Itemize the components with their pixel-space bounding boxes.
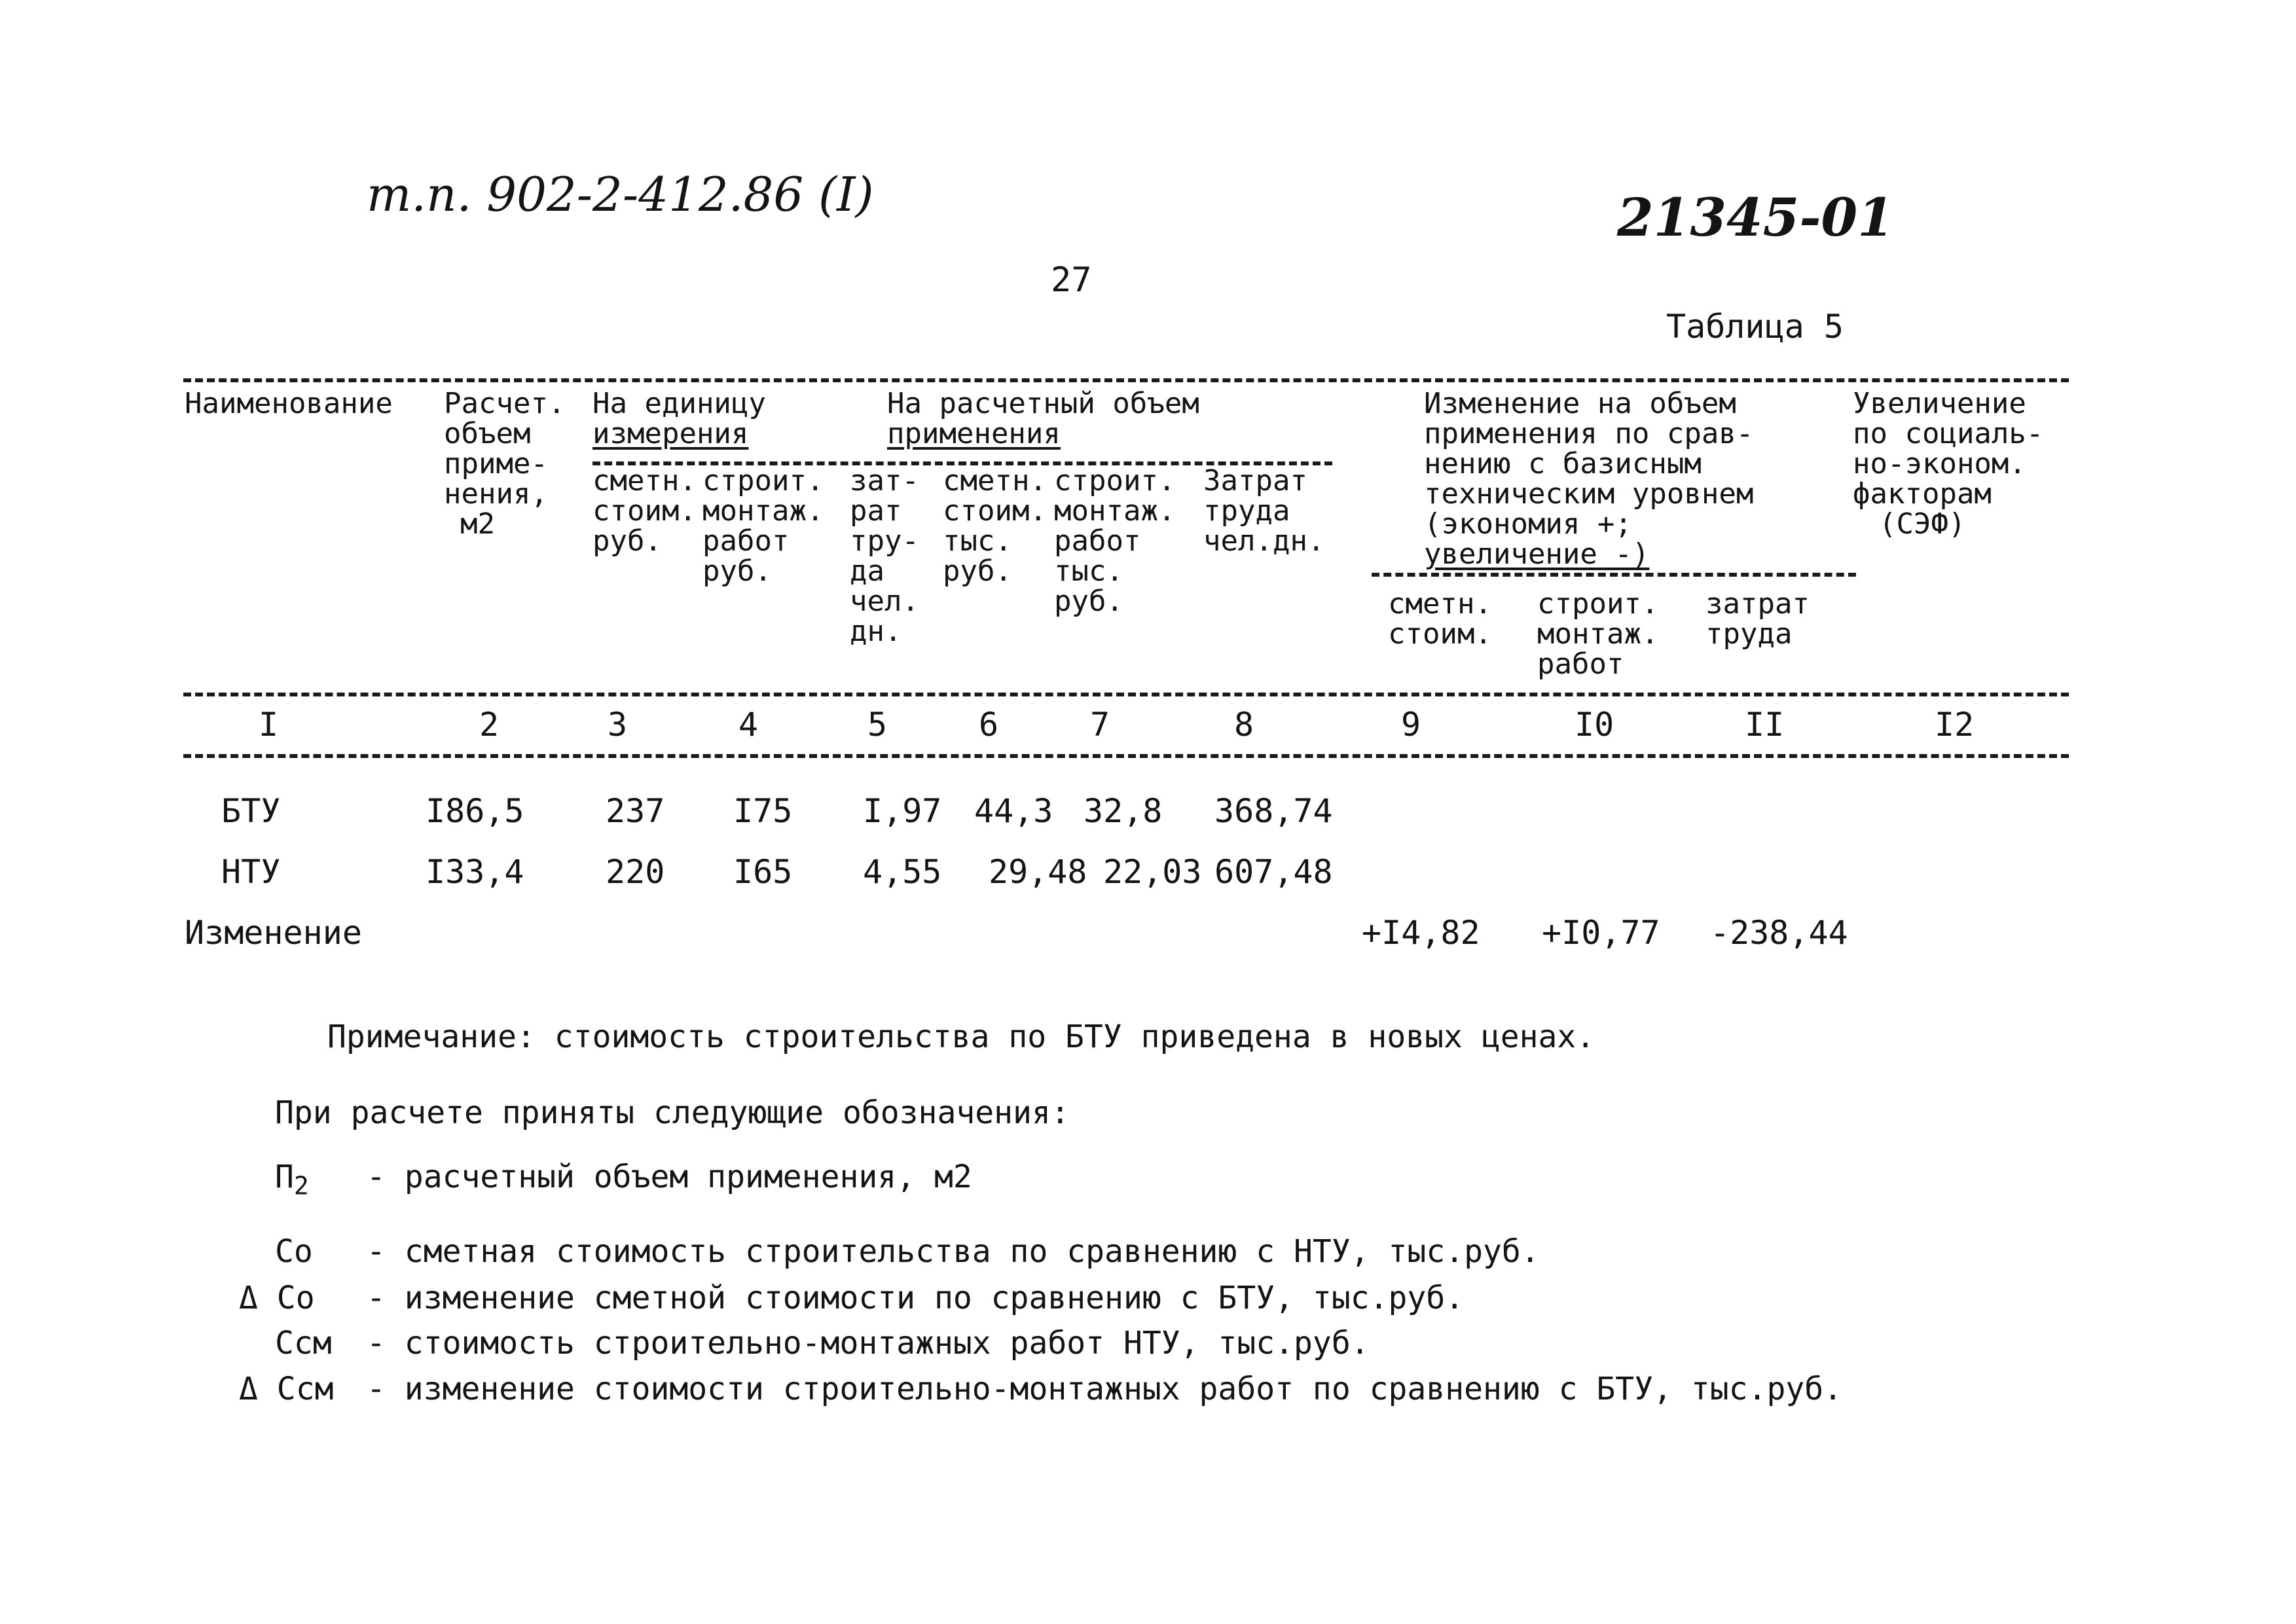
table-row-nty-volume: I33,4 [426,853,524,891]
table-row-bty-unit-works: I75 [733,792,793,830]
header-group-per-unit: На единицу измерения [592,387,766,450]
header-volume-estimated-cost: сметн. стоим. тыс. руб. [943,464,1047,588]
legend-desc-delta-co: - изменение сметной стоимости по сравнению с БТУ, тыс.руб. [367,1280,1465,1316]
table-row-bty-volume-works: 32,8 [1084,792,1163,830]
table-top-rule [183,378,2069,382]
table-row-nty-volume-works: 22,03 [1103,853,1202,891]
header-unit-estimated-cost: сметн. стоим. руб. [592,464,697,558]
note-text: Примечание: стоимость строительства по БТУ приведена в новых ценах. [327,1019,1595,1055]
column-number-1: I [259,706,279,744]
table-row-nty-volume-cost: 29,48 [989,853,1087,891]
numbering-bottom-rule [183,754,2069,758]
table-row-change-name: Изменение [185,914,362,952]
legend-symbol-co: Со [275,1233,313,1270]
table-row-bty-volume: I86,5 [426,792,524,830]
table-row-nty-name: НТУ [221,853,281,891]
column-number-3: 3 [608,706,628,744]
change-group-rule [1372,573,1856,577]
page-number: 27 [1051,261,1092,300]
header-change-estimated-cost: сметн. стоим. [1388,587,1492,651]
column-number-6: 6 [979,706,999,744]
column-number-9: 9 [1401,706,1421,744]
header-change-labor: затрат труда [1705,587,1810,651]
header-labor-total: Затрат труда чел.дн. [1203,464,1325,558]
legend-intro: При расчете приняты следующие обозначения: [275,1094,1070,1131]
column-number-2: 2 [479,706,500,744]
legend-desc-p2: - расчетный объем применения, м2 [367,1159,972,1195]
legend-desc-ccm: - стоимость строительно-монтажных работ НТУ, тыс.руб. [367,1325,1370,1362]
table-row-nty-labor: 4,55 [863,853,942,891]
header-name: Наименование [185,387,393,420]
table-row-bty-volume-cost: 44,3 [974,792,1053,830]
header-change-construction-works: строит. монтаж. работ [1537,587,1659,681]
legend-symbol-delta-co: Δ Со [239,1280,315,1316]
legend-desc-co: - сметная стоимость строительства по сравнению с НТУ, тыс.руб. [367,1233,1540,1270]
table-row-nty-unit-works: I65 [733,853,793,891]
table-row-change-works: +I0,77 [1542,914,1660,952]
table-row-nty-labor-total: 607,48 [1214,853,1333,891]
column-number-4: 4 [738,706,759,744]
legend-desc-delta-ccm: - изменение стоимости строительно-монтажных работ по сравнению с БТУ, тыс.руб. [367,1371,1843,1407]
column-number-5: 5 [867,706,888,744]
column-number-8: 8 [1234,706,1254,744]
header-calc-volume: Расчет. объем приме- нения, м2 [444,387,566,541]
table-row-nty-unit-cost: 220 [606,853,665,891]
header-group-change: Изменение на объем применения по срав- нению с базисным техническим уровнем (экономия +; увеличение -) [1424,387,1754,571]
table-row-bty-unit-cost: 237 [606,792,665,830]
table-row-change-labor: -238,44 [1710,914,1848,952]
column-number-11: II [1745,706,1785,744]
legend-symbol-ccm: Ссм [275,1325,332,1362]
document-number: 21345-01 [1617,187,1894,248]
header-bottom-rule [183,693,2069,696]
column-number-12: I2 [1935,706,1975,744]
header-group-calc-volume: На расчетный объем применения [887,387,1199,450]
column-number-10: I0 [1575,706,1614,744]
table-row-bty-labor-total: 368,74 [1214,792,1333,830]
table-row-bty-labor: I,97 [863,792,942,830]
legend-symbol-p2: $П_2$ [275,1159,309,1200]
column-number-7: 7 [1090,706,1110,744]
header-unit-construction-works: строит. монтаж. работ руб. [702,464,824,588]
header-volume-construction-works: строит. монтаж. работ тыс. руб. [1054,464,1176,618]
header-social-economic-factors: Увеличение по социаль- но-эконом. факторам (СЭФ) [1853,387,2044,541]
table-row-change-cost: +I4,82 [1362,914,1480,952]
legend-symbol-delta-ccm: Δ Ссм [239,1371,334,1407]
table-row-bty-name: БТУ [221,792,281,830]
table-label: Таблица 5 [1666,308,1844,346]
header-labor-cost: зат- рат тру- да чел. дн. [850,464,919,648]
project-code: т.п. 902-2-412.86 (I) [367,167,874,222]
